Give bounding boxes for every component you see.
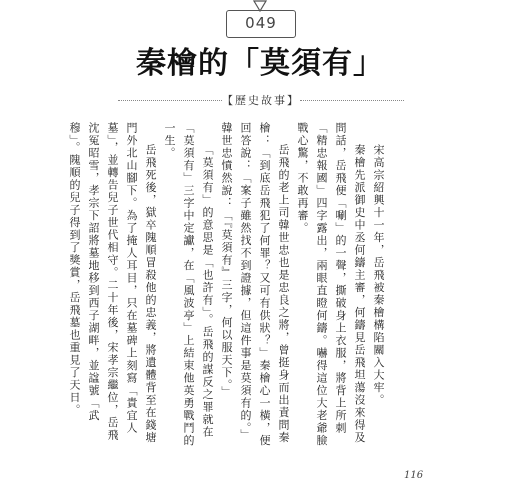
paragraph: 宋高宗紹興十一年，岳飛被秦檜構陷關入大牢。 (372, 144, 385, 407)
section-divider-right (300, 100, 404, 101)
chapter-number: 049 (245, 14, 277, 32)
paragraph: 岳飛死後，獄卒隗順冒殺他的忠義，將遺體背至在錢塘門外北山腳下。為了掩人耳目，只在墓碑上刻寫「貴宜人墓」，並轉告兒子世代相守。二十年後，宋孝宗繼位，岳飛沈冤昭雪，孝宗下詔將墓地移到西子湖畔，並諡號「武穆」。隗順的兒子得到了獎賞，岳飛墓也重見了天日。 (68, 122, 157, 444)
section-label-text: 歷史故事 (235, 94, 287, 107)
section-label: 【歷史故事】 (222, 94, 300, 107)
section-divider-left (118, 100, 222, 101)
tab-pin-icon (253, 0, 267, 12)
chapter-number-tab (226, 10, 296, 38)
paragraph: 秦檜先派御史中丞何鑄主審，何鑄見岳飛坦蕩沒來得及問話，岳飛便「唰」的一聲，撕破身上衣服，將背上所刺「精忠報國」四字露出，兩眼直瞪何鑄。嚇得這位大老爺臉戰心驚，不敢再審。 (296, 122, 366, 447)
page-title: 秦檜的「莫須有」 (136, 46, 384, 81)
paragraph: 「莫須有」的意思是「也許有」。岳飛的謀反之罪就在「莫須有」三字中定讞，在「風波亭」上結束他英勇戰鬥的一生。 (163, 122, 214, 447)
story-body (68, 122, 388, 452)
paragraph: 岳飛的老上司韓世忠也是忠良之將，曾挺身而出責問秦檜：「到底岳飛犯了何罪？又可有供狀？」秦檜心一橫，便回答說：「案子雖然找不到證據，但這件事是莫須有的。」韓世忠憤然說：「『莫須有』三字，何以服天下。」 (220, 122, 290, 447)
page-number: 116 (404, 470, 424, 481)
